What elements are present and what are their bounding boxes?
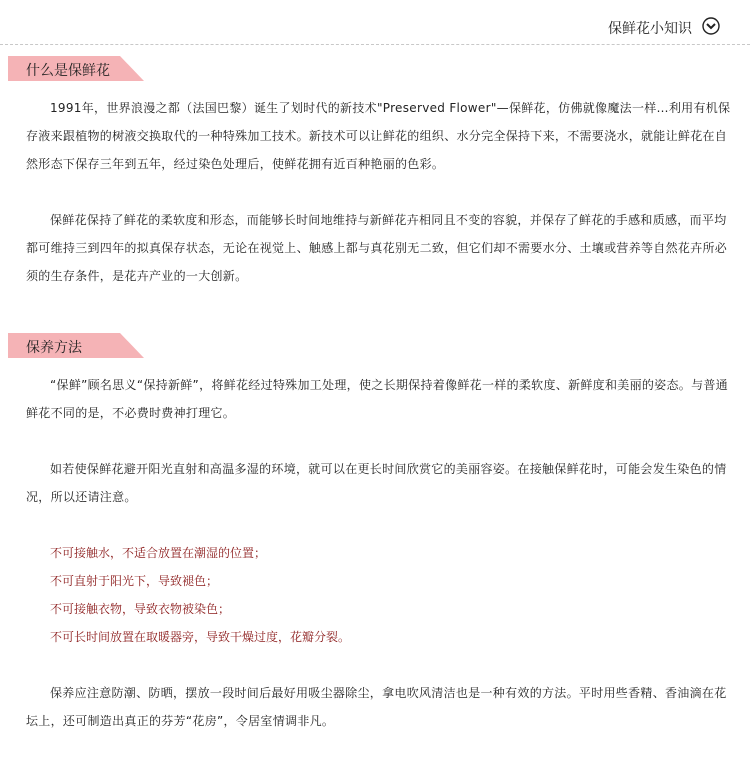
warning-item: 不可接触衣物，导致衣物被染色； — [50, 602, 231, 616]
paragraph-what-2: 保鲜花保持了鲜花的柔软度和形态，而能够长时间地维持与新鲜花卉相同且不变的容貌，并保存了鲜花的手感和质感，而平均都可维持三到四年的拟真保存状态，无论在视觉上、触感上都与真花别无二致，但它们却不需要水分、土壤或营养等自然花卉所必须的生存条件，是花卉产业的一大创新。 — [26, 213, 728, 283]
paragraph-what-1: 1991年，世界浪漫之都（法国巴黎）诞生了划时代的新技术"Preserved Flower"—保鲜花，仿佛就像魔法一样…利用有机保存液来跟植物的树液交换取代的一种特殊加工技术。新技术可以让鲜花的组织、水分完全保持下来，不需要浇水，就能让鲜花在自然形态下保存三年到五年，经过染色处理后，使鲜花拥有近百种艳丽的色彩。 — [26, 101, 731, 171]
section-heading-label: 什么是保鲜花 — [26, 63, 110, 79]
section-heading-what — [8, 56, 144, 81]
paragraph-care-2: 如若使保鲜花避开阳光直射和高温多湿的环境，就可以在更长时间欣赏它的美丽容姿。在接触保鲜花时，可能会发生染色的情况，所以还请注意。 — [26, 462, 727, 504]
section-heading-care — [8, 333, 144, 358]
header-bar — [0, 0, 750, 45]
warning-item: 不可长时间放置在取暖器旁，导致干燥过度，花瓣分裂。 — [50, 630, 351, 644]
chevron-down-circle-icon[interactable] — [702, 17, 720, 35]
paragraph-care-1: “保鲜”顾名思义“保持新鲜”，将鲜花经过特殊加工处理，使之长期保持着像鲜花一样的柔软度、新鲜度和美丽的姿态。与普通鲜花不同的是，不必费时费神打理它。 — [26, 378, 728, 420]
section-heading-label: 保养方法 — [26, 340, 82, 356]
warning-item: 不可直射于阳光下，导致褪色； — [50, 574, 219, 588]
warning-item: 不可接触水，不适合放置在潮湿的位置； — [50, 546, 267, 560]
page-title: 保鲜花小知识 — [608, 21, 692, 37]
paragraph-care-3: 保养应注意防潮、防晒，摆放一段时间后最好用吸尘器除尘，拿电吹风清洁也是一种有效的方法。平时用些香精、香油滴在花坛上，还可制造出真正的芬芳“花房”，令居室情调非凡。 — [26, 686, 727, 728]
